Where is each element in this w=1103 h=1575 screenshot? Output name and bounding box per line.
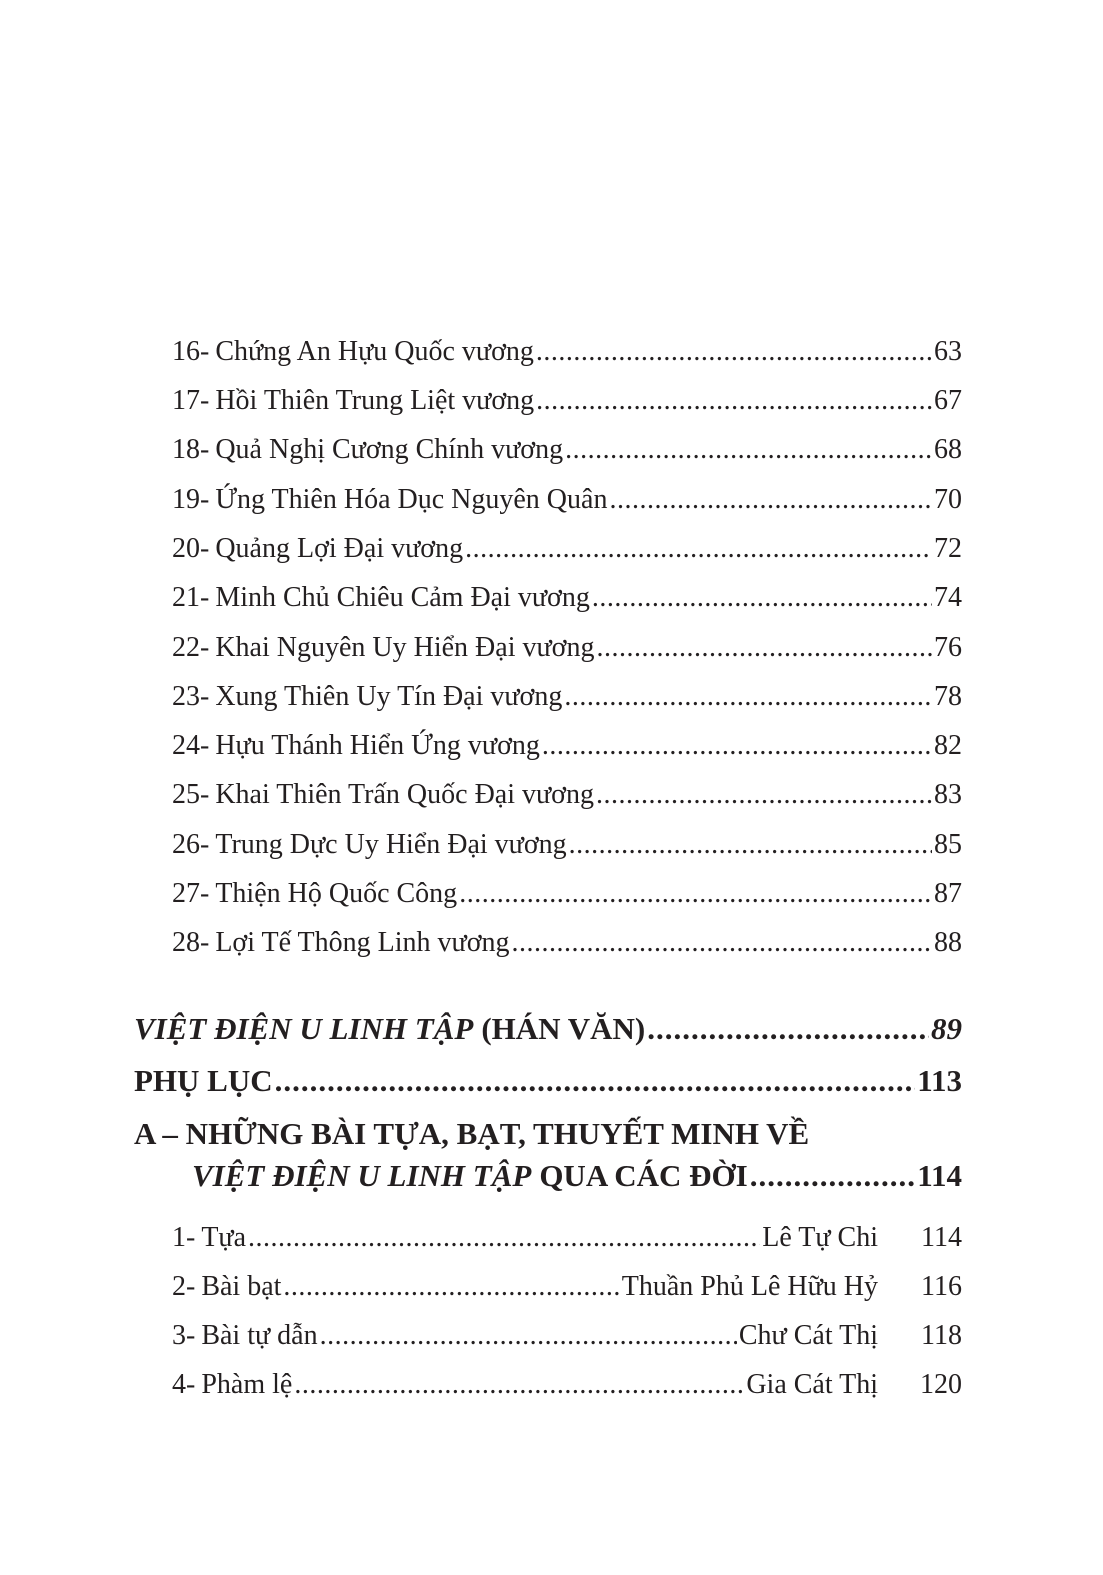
entry-number: 2- bbox=[172, 1271, 196, 1302]
entry-title: Bài bạt bbox=[201, 1271, 282, 1302]
entry-title: Xung Thiên Uy Tín Đại vương bbox=[215, 681, 563, 712]
entry-page: 72 bbox=[934, 533, 962, 564]
entry-number: 4- bbox=[172, 1369, 196, 1400]
leader-dots bbox=[609, 482, 932, 518]
entry-number: 16- bbox=[172, 336, 210, 367]
toc-entry bbox=[172, 925, 962, 961]
entry-number: 21- bbox=[172, 582, 210, 613]
entry-page: 83 bbox=[934, 779, 962, 810]
toc-entry bbox=[172, 728, 962, 764]
leader-dots bbox=[536, 334, 932, 370]
entry-number: 27- bbox=[172, 878, 210, 909]
entry-title: Trung Dực Uy Hiển Đại vương bbox=[215, 829, 567, 860]
leader-dots bbox=[565, 432, 932, 468]
leader-dots bbox=[459, 876, 932, 912]
entry-number: 20- bbox=[172, 533, 210, 564]
entry-author: Thuần Phủ Lê Hữu Hỷ bbox=[621, 1271, 878, 1302]
entry-author: Gia Cát Thị bbox=[746, 1369, 878, 1400]
entry-title: Quảng Lợi Đại vương bbox=[215, 533, 464, 564]
entry-title: Ứng Thiên Hóa Dục Nguyên Quân bbox=[215, 484, 608, 515]
leader-dots bbox=[294, 1367, 744, 1403]
entry-title: Bài tự dẫn bbox=[201, 1320, 318, 1351]
section-title-italic: VIỆT ĐIỆN U LINH TẬP bbox=[192, 1158, 532, 1193]
entry-page: 82 bbox=[934, 730, 962, 761]
entry-page: 116 bbox=[921, 1271, 962, 1302]
entry-page: 118 bbox=[921, 1320, 962, 1351]
entry-page: 78 bbox=[934, 681, 962, 712]
entry-number: 24- bbox=[172, 730, 210, 761]
section-title: PHỤ LỤC bbox=[134, 1063, 273, 1098]
entry-page: 88 bbox=[934, 927, 962, 958]
section-page: 89 bbox=[931, 1011, 962, 1046]
leader-dots bbox=[750, 1156, 915, 1196]
leader-dots bbox=[536, 383, 932, 419]
entry-number: 18- bbox=[172, 434, 210, 465]
appendix-entry bbox=[172, 1367, 962, 1403]
entry-number: 1- bbox=[172, 1222, 196, 1253]
section-page: 114 bbox=[917, 1158, 962, 1193]
entry-page: 87 bbox=[934, 878, 962, 909]
entry-title: Thiện Hộ Quốc Công bbox=[215, 878, 458, 909]
entry-page: 68 bbox=[934, 434, 962, 465]
entry-title: Chứng An Hựu Quốc vương bbox=[215, 336, 534, 367]
section-han-van bbox=[134, 1009, 962, 1049]
entry-title: Khai Thiên Trấn Quốc Đại vương bbox=[215, 779, 594, 810]
section-phu-luc bbox=[134, 1061, 962, 1101]
entry-number: 26- bbox=[172, 829, 210, 860]
section-title-rest: QUA CÁC ĐỜI bbox=[539, 1158, 748, 1193]
toc-entry bbox=[172, 334, 962, 370]
entry-title: Khai Nguyên Uy Hiển Đại vương bbox=[215, 632, 595, 663]
section-page: 113 bbox=[917, 1063, 962, 1098]
entry-page: 114 bbox=[921, 1222, 962, 1253]
leader-dots bbox=[512, 925, 932, 961]
entry-number: 3- bbox=[172, 1320, 196, 1351]
entry-number: 17- bbox=[172, 385, 210, 416]
toc-entry bbox=[172, 630, 962, 666]
entry-title: Hồi Thiên Trung Liệt vương bbox=[215, 385, 535, 416]
entry-page: 70 bbox=[934, 484, 962, 515]
section-title-italic: VIỆT ĐIỆN U LINH TẬP bbox=[134, 1011, 474, 1046]
leader-dots bbox=[569, 827, 932, 863]
appendix-entry bbox=[172, 1220, 962, 1256]
entry-title: Phàm lệ bbox=[201, 1369, 293, 1400]
leader-dots bbox=[564, 679, 932, 715]
entry-number: 22- bbox=[172, 632, 210, 663]
toc-entry bbox=[172, 679, 962, 715]
entry-page: 67 bbox=[934, 385, 962, 416]
leader-dots bbox=[596, 777, 932, 813]
entry-author: Lê Tự Chi bbox=[762, 1222, 878, 1253]
toc-entry bbox=[172, 827, 962, 863]
toc-entry bbox=[172, 876, 962, 912]
leader-dots bbox=[465, 531, 932, 567]
leader-dots bbox=[596, 630, 932, 666]
entry-page: 120 bbox=[920, 1369, 962, 1400]
toc-entry bbox=[172, 383, 962, 419]
toc-entry bbox=[172, 531, 962, 567]
entry-number: 25- bbox=[172, 779, 210, 810]
toc-entry bbox=[172, 580, 962, 616]
entry-page: 76 bbox=[934, 632, 962, 663]
entry-title: Quả Nghị Cương Chính vương bbox=[215, 434, 564, 465]
entry-page: 85 bbox=[934, 829, 962, 860]
toc-entry bbox=[172, 432, 962, 468]
toc-entry bbox=[172, 777, 962, 813]
entry-number: 19- bbox=[172, 484, 210, 515]
entry-title: Hựu Thánh Hiển Ứng vương bbox=[215, 730, 540, 761]
entry-page: 63 bbox=[934, 336, 962, 367]
toc-entry bbox=[172, 482, 962, 518]
leader-dots bbox=[320, 1318, 737, 1354]
leader-dots bbox=[275, 1061, 916, 1101]
leader-dots bbox=[592, 580, 932, 616]
appendix-entry bbox=[172, 1269, 962, 1305]
entry-title: Lợi Tế Thông Linh vương bbox=[215, 927, 510, 958]
section-a-line1: A – NHỮNG BÀI TỰA, BẠT, THUYẾT MINH VỀ bbox=[134, 1116, 810, 1151]
appendix-entry bbox=[172, 1318, 962, 1354]
section-title-rest: (HÁN VĂN) bbox=[481, 1011, 646, 1046]
entry-title: Minh Chủ Chiêu Cảm Đại vương bbox=[215, 582, 590, 613]
entry-number: 28- bbox=[172, 927, 210, 958]
leader-dots bbox=[283, 1269, 619, 1305]
entry-page: 74 bbox=[934, 582, 962, 613]
section-a-line2 bbox=[192, 1156, 962, 1196]
entry-author: Chư Cát Thị bbox=[738, 1320, 878, 1351]
entry-number: 23- bbox=[172, 681, 210, 712]
entry-title: Tựa bbox=[201, 1222, 247, 1253]
leader-dots bbox=[248, 1220, 760, 1256]
leader-dots bbox=[542, 728, 932, 764]
leader-dots bbox=[647, 1009, 929, 1049]
